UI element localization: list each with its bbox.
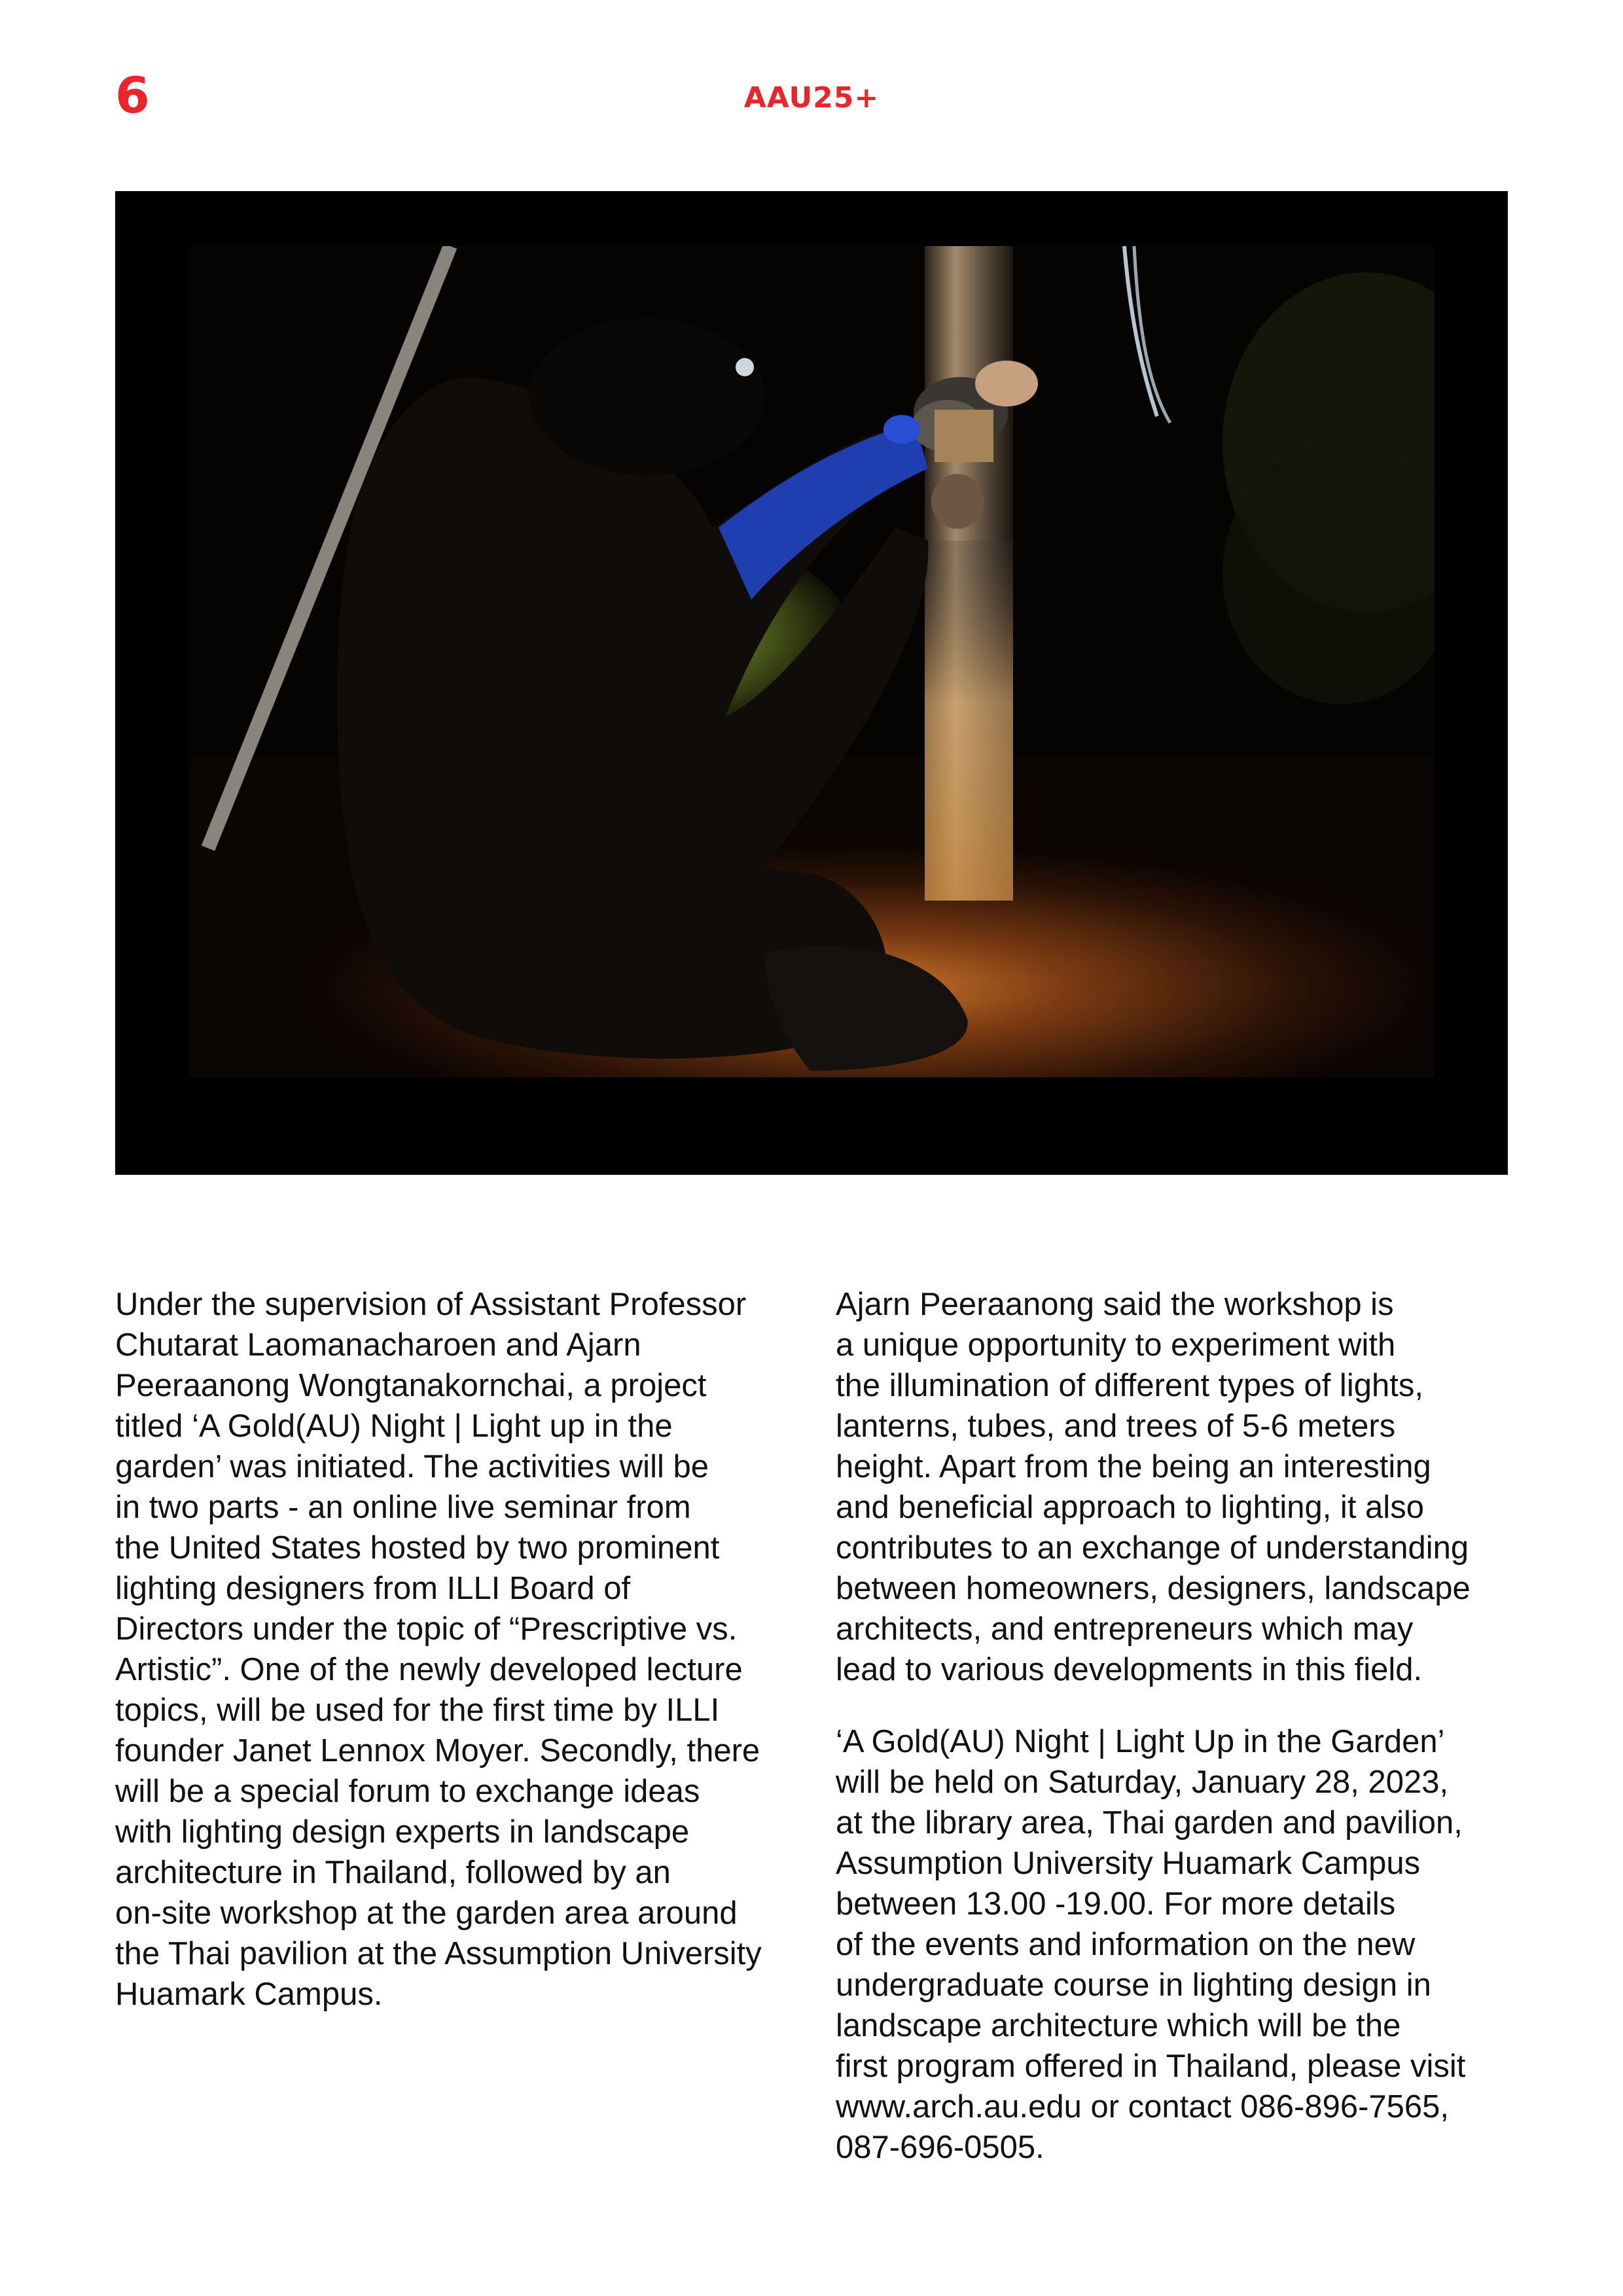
article-paragraph: ‘A Gold(AU) Night | Light Up in the Garden’ will be held on Saturday, January 28, 2023, at the library area, Thai garden and pavilion, Assumption University Huamark Campus between 13.00 -19.00. For more details of the events and information on the new undergraduate course in lighting design in landscape architecture which will be the first program offered in Thailand, please visit www.arch.au.edu or contact 086-896-7565, 087-696-0505. xyxy=(836,1724,1466,2165)
article-right-column xyxy=(836,1284,1516,2199)
page-number: 6 xyxy=(115,66,150,124)
article-paragraph: Ajarn Peeraanong said the workshop is a unique opportunity to experiment with the illumination of different types of lights, lanterns, tubes, and trees of 5-6 meters height. Apart from the being an interesting and beneficial approach to lighting, it also contributes to an exchange of understanding between homeowners, designers, landscape architects, and entrepreneurs which may lead to various developments in this field. xyxy=(836,1287,1471,1687)
publication-title: AAU25+ xyxy=(743,81,880,115)
article-paragraph: Under the supervision of Assistant Professor Chutarat Laomanacharoen and Ajarn Peeraanong Wongtanakornchai, a project titled ‘A Gold(AU) Night | Light up in the garden’ was initiated. The activities will be in two parts - an online live seminar from the United States hosted by two prominent lighting designers from ILLI Board of Directors under the topic of “Prescriptive vs. Artistic”. One of the newly developed lecture topics, will be used for the first time by ILLI founder Janet Lennox Moyer. Secondly, there will be a special forum to exchange ideas with lighting design experts in landscape architecture in Thailand, followed by an on-site workshop at the garden area around the Thai pavilion at the Assumption University Huamark Campus. xyxy=(115,1287,762,2012)
article-left-column xyxy=(115,1284,809,2046)
night-lighting-workshop-photo xyxy=(188,246,1435,1077)
article-photo xyxy=(115,191,1508,1175)
